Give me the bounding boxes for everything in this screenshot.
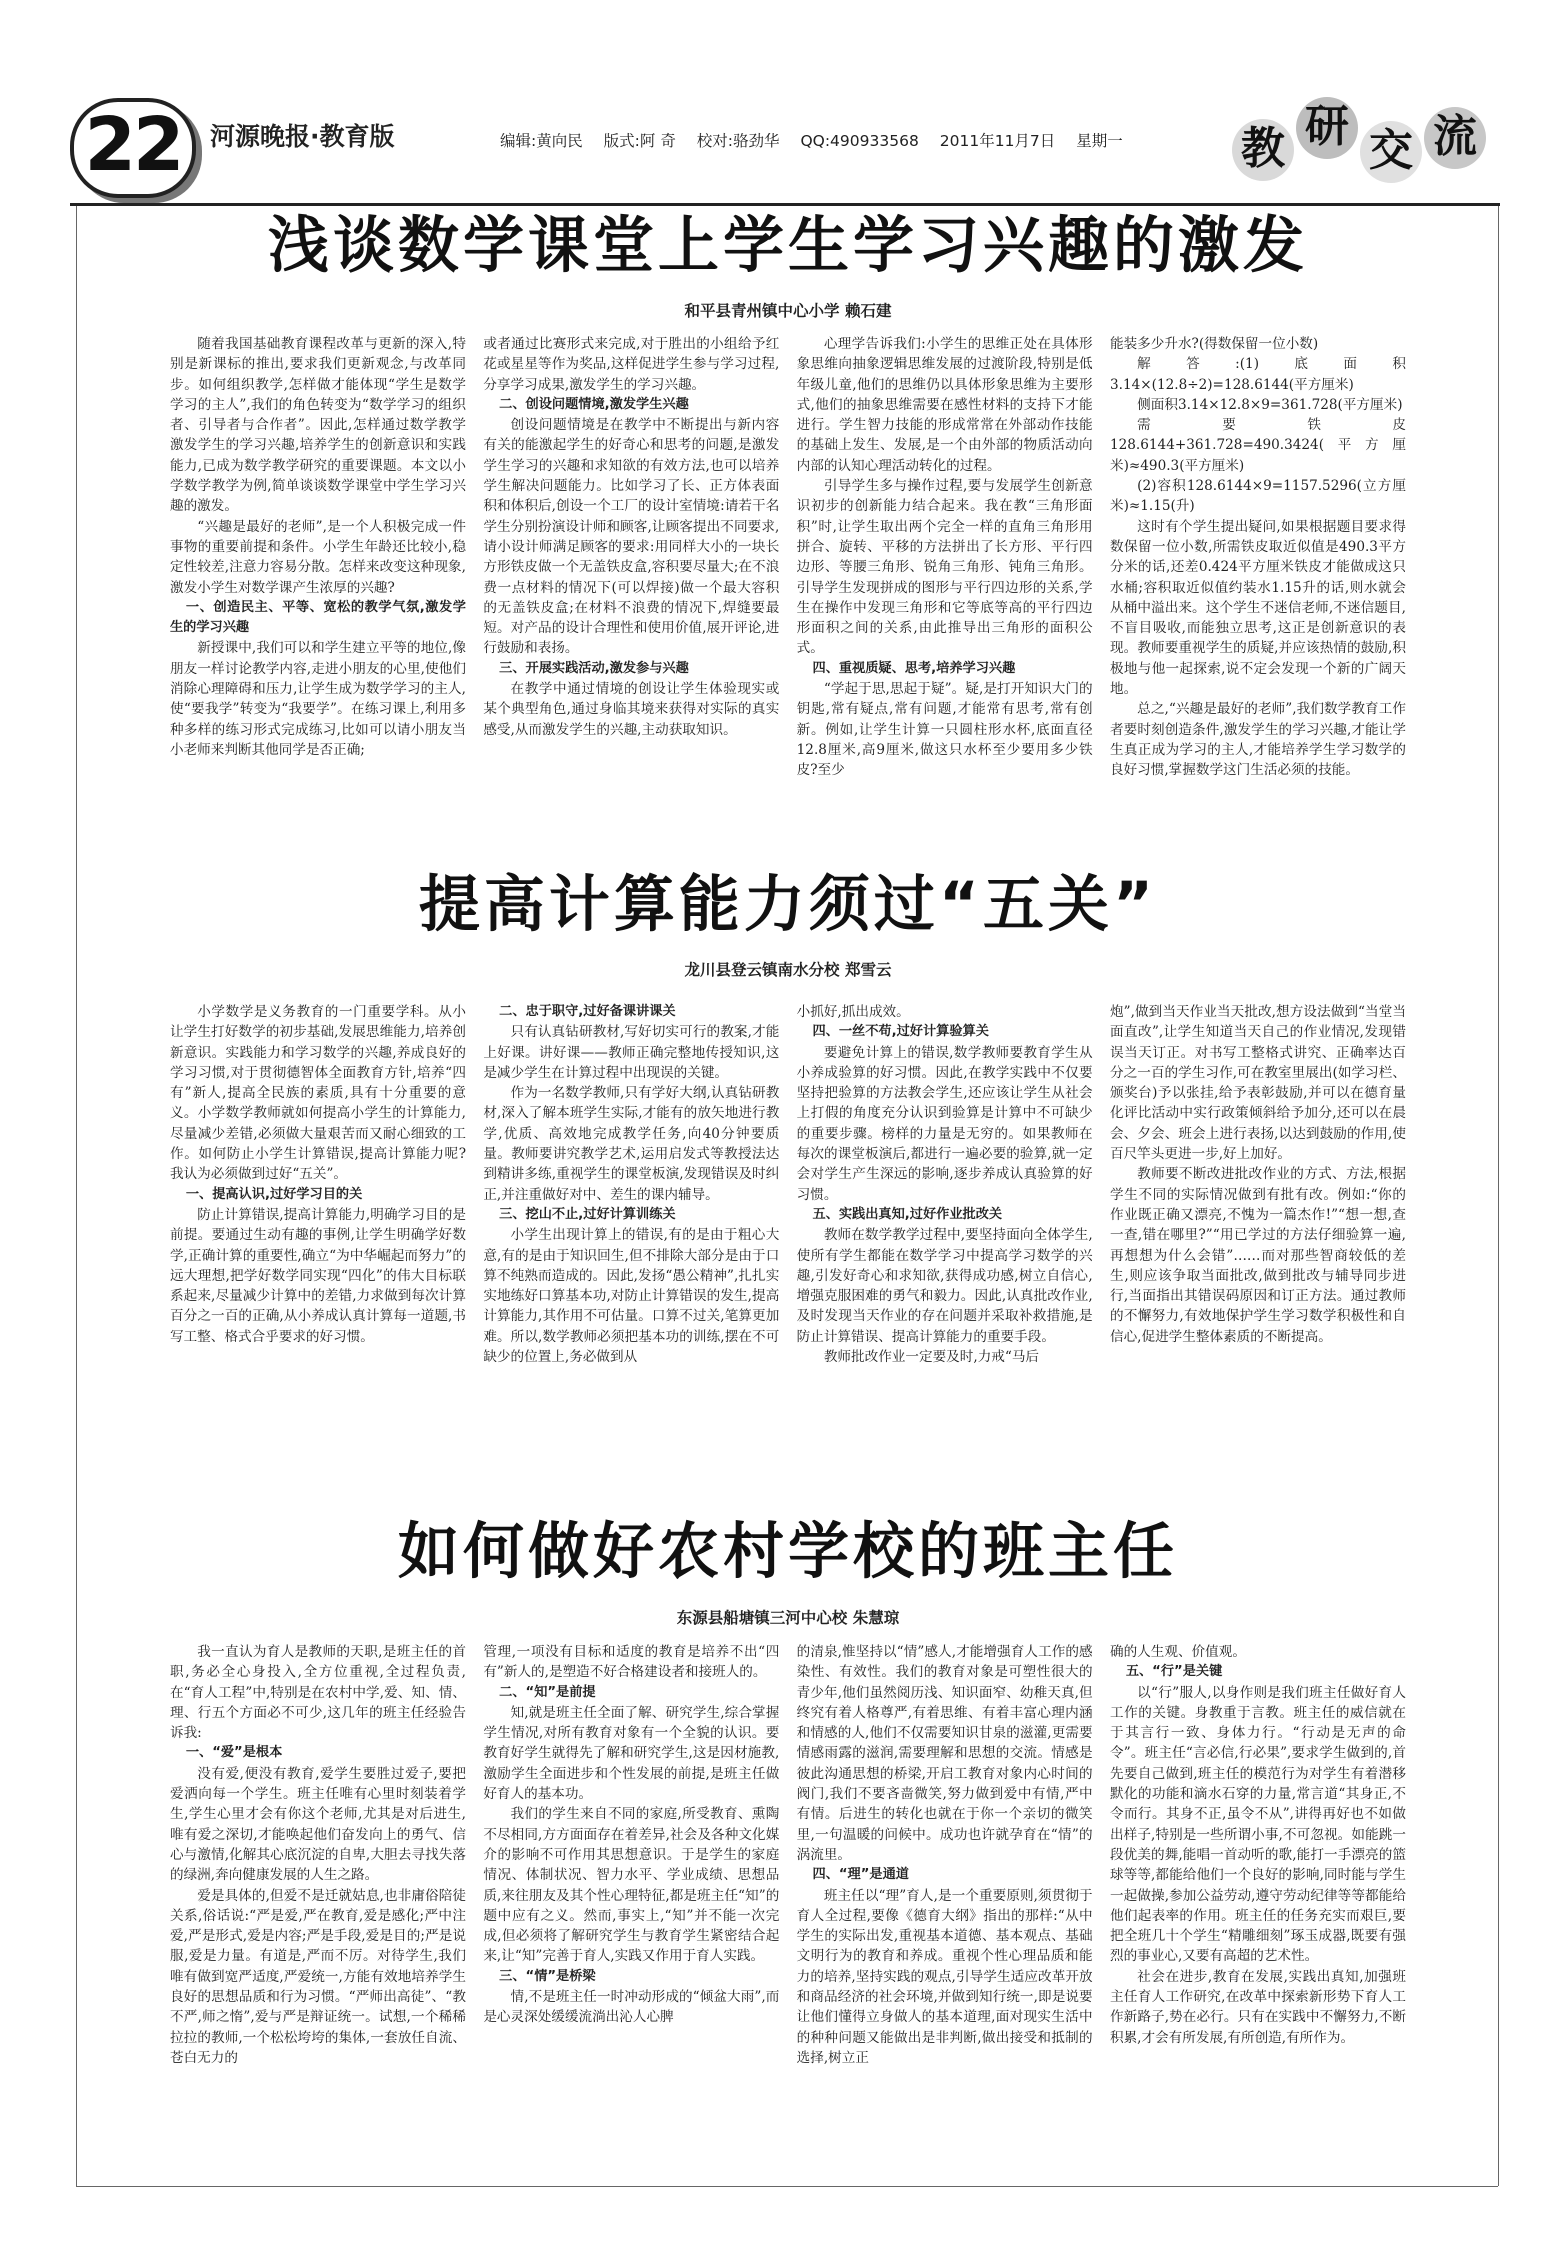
section-heading: 三、挖山不止,过好计算训练关 — [499, 1206, 676, 1222]
paragraph: 的清泉,惟坚持以“情”感人,才能增强育人工作的感染性、有效性。我们的教育对象是可塑性很大的青少年,他们虽然阅历浅、知识面窄、幼稚天真,但终究有着人格尊严,有着思维、有着丰富心理内涵和情感的人,他们不仅需要知识甘泉的滋灌,更需要情感雨露的滋润,需要理解和思想的交流。情感是彼此沟通思想的桥梁,开启工教育对象内心时间的阀门,我们不要吝啬微笑,努力做到爱中有情,严中有情。后进生的转化也就在于你一个亲切的微笑里,一句温暖的问候中。成功也许就孕育在“情”的涡流里。 — [796, 1644, 1093, 1863]
article-byline: 龙川县登云镇南水分校 郑雪云 — [684, 961, 892, 979]
article-column — [170, 334, 466, 844]
paper-name: 河源晚报·教育版 — [210, 122, 395, 151]
section-heading: 三、开展实践活动,激发参与兴趣 — [499, 660, 689, 676]
paragraph: 需要铁皮128.6144+361.728=490.3424(平方厘米)≈490.3(平方厘米) — [1109, 417, 1406, 474]
paragraph: 作为一名数学教师,只有学好大纲,认真钻研教材,深入了解本班学生实际,才能有的放矢地进行教学,优质、高效地完成教学任务,向40分钟要质量。教师要讲究教学艺术,运用启发式等教授法达到精讲多练,重视学生的课堂板演,发现错误及时纠正,并注重做好对中、差生的课内辅导。 — [483, 1085, 780, 1203]
paragraph: 或者通过比赛形式来完成,对于胜出的小组给予红花或星星等作为奖品,这样促进学生参与学习过程,分享学习成果,激发学生的学习兴趣。 — [483, 336, 780, 393]
paragraph: 只有认真钻研教材,写好切实可行的教案,才能上好课。讲好课——教师正确完整地传授知识,这是减少学生在计算过程中出现误的关键。 — [483, 1024, 780, 1081]
article-column — [483, 1642, 779, 2180]
column-title-char: 教 — [1232, 119, 1294, 181]
paragraph: 教师批改作业一定要及时,力戒“马后 — [823, 1349, 1040, 1366]
column-title-char: 交 — [1360, 121, 1422, 183]
paragraph: 爱是具体的,但爱不是迁就姑息,也非庸俗陪徒关系,俗话说:“严是爱,严在教育,爱是感化;严中注爱,严是形式,爱是内容;严是手段,爱是目的;严是说服,爱是力量。有道是,严而不厉。对待学生,我们唯有做到宽严适度,严爱统一,方能有效地培养学生良好的思想品质和行为习惯。“严师出高徒”、“教不严,师之惰”,爱与严是辩证统一。试想,一个稀稀拉拉的教师,一个松松垮垮的集体,一套放任自流、苍白无力的 — [170, 1887, 466, 2066]
section-heading: 二、忠于职守,过好备课讲课关 — [499, 1004, 676, 1019]
column-title-char: 研 — [1296, 97, 1358, 159]
section-heading: 五、“行”是关键 — [1125, 1664, 1223, 1680]
paragraph: 以“行”服人,以身作则是我们班主任做好育人工作的关键。身教重于言教。班主任的威信就在于其言行一致、身体力行。“行动是无声的命令”。班主任“言必信,行必果”,要求学生做到的,首先要自己做到,班主任的模范行为对学生有着潜移默化的功能和滴水石穿的力量,常言道“其身正,不令而行。其身不正,虽令不从”,讲得再好也不如做出样子,特别是一些所谓小事,不可忽视。如能跳一段优美的舞,能唱一首动听的歌,能打一手漂亮的篮球等等,都能给他们一个良好的影响,同时能与学生一起做操,参加公益劳动,遵守劳动纪律等等都能给他们起表率的作用。班主任的任务充实而艰巨,要把全班几十个学生“精雕细刻”琢玉成器,既要有强烈的事业心,又要有高超的艺术性。 — [1109, 1684, 1406, 1965]
paragraph: 解答:(1)底面积3.14×(12.8÷2)=128.6144(平方厘米) — [1109, 356, 1406, 393]
paragraph: 教师要不断改进批改作业的方式、方法,根据学生不同的实际情况做到有批有改。例如:“你的作业既正确又漂亮,不愧为一篇杰作!”“想一想,查一查,错在哪里?”“用已学过的方法仔细验算一遍,再想想为什么会错”……而对那些智商较低的差生,则应该争取当面批改,做到批改与辅导同步进行,当面指出其错误码原因和订正方法。通过教师的不懈努力,有效地保护学生学习数学积极性和自信心,促进学生整体素质的不断提高。 — [1109, 1166, 1406, 1345]
paragraph: 侧面积3.14×12.8×9=361.728(平方厘米) — [1137, 396, 1403, 413]
article-column — [1110, 1642, 1406, 2180]
paragraph: 班主任以“理”育人,是一个重要原则,须贯彻于育人全过程,要像《德育大纲》指出的那样:“从中学生的实际出发,重视基本道德、基本观点、基础文明行为的教育和养成。重视个性心理品质和能力的培养,坚持实践的观点,引导学生适应改革开放和商品经济的社会环境,并做到知行统一,即是说要让他们懂得立身做人的基本道理,面对现实生活中的种种问题又能做出是非判断,做出接受和抵制的选择,树立正 — [796, 1887, 1093, 2066]
paragraph: 小学生出现计算上的错误,有的是由于粗心大意,有的是由于知识回生,但不排除大部分是由于口算不纯熟而造成的。因此,发扬“愚公精神”,扎扎实实地练好口算基本功,对防止计算错误的发生,提高计算能力,其作用不可估量。口算不过关,笔算更加难。所以,数学教师必须把基本功的训练,摆在不可缺少的位置上,务必做到从 — [483, 1227, 780, 1366]
page-frame-left — [76, 206, 77, 2186]
page-frame-right — [1498, 206, 1499, 2186]
article-column — [483, 1002, 779, 1502]
section-heading: 二、“知”是前提 — [499, 1684, 596, 1700]
column-title — [1232, 93, 1502, 203]
section-heading: 三、“情”是桥梁 — [499, 1968, 596, 1984]
article-column — [1110, 1002, 1406, 1502]
paragraph: 确的人生观、价值观。 — [1109, 1644, 1246, 1660]
paragraph: 引导学生多与操作过程,要与发展学生创新意识初步的创新能力结合起来。我在教“三角形面积”时,让学生取出两个完全一样的直角三角形用拼合、旋转、平移的方法拼出了长方形、平行四边形、等腰三角形、锐角三角形、钝角三角形。引导学生发现拼成的图形与平行四边形的关系,学生在操作中发现三角形和它等底等高的平行四边形面积之间的关系,由此推导出三角形的面积公式。 — [796, 478, 1093, 657]
article-column — [1110, 334, 1406, 844]
paragraph: 能装多少升水?(得数保留一位小数) — [1109, 336, 1319, 352]
paragraph: 社会在进步,教育在发展,实践出真知,加强班主任育人工作研究,在改革中探索新形势下育人工作新路子,势在必行。只有在实践中不懈努力,不断积累,才会有所发展,有所创造,有所作为。 — [1109, 1968, 1406, 2046]
article-math-interest — [170, 206, 1406, 846]
article-title: 提高计算能力须过“五关” — [418, 869, 1158, 940]
paragraph: 创设问题情境是在教学中不断提出与新内容有关的能激起学生的好奇心和思考的问题,是激发学生学习的兴趣和求知欲的有效方法,也可以培养学生解决问题能力。比如学习了长、正方体表面积和体积后,创设一个工厂的设计室情境:请若干名学生分别扮演设计师和顾客,让顾客提出不同要求,请小设计师满足顾客的要求:用同样大小的一块长方形铁皮做一个无盖铁皮盒,容积要尽量大;在不浪费一点材料的情况下(可以焊接)做一个最大容积的无盖铁皮盒;在材料不浪费的情况下,焊缝要最短。对产品的设计合理性和使用价值,展开评论,进行鼓励和表扬。 — [483, 417, 780, 657]
paragraph: “学起于思,思起于疑”。疑,是打开知识大门的钥匙,常有疑点,常有问题,才能常有思考,常有创新。例如,让学生计算一只圆柱形水杯,底面直径12.8厘米,高9厘米,做这只水杯至少要用多少铁皮?至少 — [796, 681, 1093, 779]
article-column — [483, 334, 779, 844]
paragraph: 小抓好,抓出成效。 — [796, 1004, 910, 1020]
article-column — [170, 1002, 466, 1502]
paragraph: 没有爱,便没有教育,爱学生要胜过爱子,要把爱洒向每一个学生。班主任唯有心里时刻装着学生,学生心里才会有你这个老师,尤其是对后进生,唯有爱之深切,才能唤起他们奋发向上的勇气、信心与激情,化解其心底沉淀的自卑,大胆去寻找失落的绿洲,奔向健康发展的人生之路。 — [170, 1765, 466, 1884]
article-column — [797, 1642, 1093, 2180]
paragraph: 新授课中,我们可以和学生建立平等的地位,像朋友一样讨论教学内容,走进小朋友的心里,使他们消除心理障碍和压力,让学生成为数学学习的主人,使“要我学”转变为“我要学”。在练习课上,利用多种多样的练习形式完成练习,比如可以请小朋友当小老师来判断其他同学是否正确; — [170, 640, 466, 758]
article-column — [797, 334, 1093, 844]
article-byline: 东源县船塘镇三河中心校 朱慧琼 — [676, 1609, 900, 1627]
qq-contact: QQ:490933568 — [800, 132, 919, 150]
paragraph: 小学数学是义务教育的一门重要学科。从小让学生打好数学的初步基础,发展思维能力,培养创新意识。实践能力和学习数学的兴趣,养成良好的学习习惯,对于贯彻德智体全面教育方针,培养“四有”新人,提高全民族的素质,具有十分重要的意义。小学数学教师就如何提高小学生的计算能力,尽量减少差错,必须做大量艰苦而又耐心细致的工作。如何防止小学生计算错误,提高计算能力呢?我认为必须做到过好“五关”。 — [170, 1004, 466, 1183]
page-frame-bottom — [76, 2186, 1498, 2187]
paragraph: 总之,“兴趣是最好的老师”,我们数学教育工作者要时刻创造条件,激发学生的学习兴趣,才能让学生真正成为学习的主人,才能培养学生学习数学的良好习惯,掌握数学这门生活必须的技能。 — [1109, 701, 1406, 779]
section-heading: 四、一丝不苟,过好计算验算关 — [812, 1024, 989, 1040]
paragraph: 教师在数学教学过程中,要坚持面向全体学生,使所有学生都能在数学学习中提高学习数学的兴趣,引发好奇心和求知欲,获得成功感,树立自信心,增强克服困难的勇气和毅力。因此,认真批改作业,及时发现当天作业的存在问题并采取补救措施,是防止计算错误、提高计算能力的重要手段。 — [796, 1227, 1093, 1345]
article-calculation-skills — [170, 866, 1406, 1506]
paragraph: 管理,一项没有目标和适度的教育是培养不出“四有”新人的,是塑造不好合格建设者和接班人的。 — [483, 1644, 780, 1681]
article-rural-class-teacher — [170, 1512, 1406, 2182]
section-heading: 五、实践出真知,过好作业批改关 — [812, 1206, 1003, 1222]
section-heading: 一、创造民主、平等、宽松的教学气氛,激发学生的学习兴趣 — [170, 599, 466, 636]
paragraph: 随着我国基础教育课程改革与更新的深入,特别是新课标的推出,要求我们更新观念,与改革同步。如何组织教学,怎样做才能体现“学生是数学学习的主人”,我们的角色转变为“数学学习的组织者、引导者与合作者”。因此,怎样通过数学教学激发学生的学习兴趣,培养学生的创新意识和实践能力,已成为数学教学研究的重要课题。本文以小学数学教学为例,简单谈谈数学课堂中学生学习兴趣的激发。 — [170, 336, 466, 515]
paragraph: “兴趣是最好的老师”,是一个人积极完成一件事物的重要前提和条件。小学生年龄还比较小,稳定性较差,注意力容易分散。怎样来改变这种现象,激发小学生对数学课产生浓厚的兴趣? — [170, 518, 466, 596]
article-column — [170, 1642, 466, 2180]
editor-credit: 编辑:黄向民 — [500, 132, 583, 150]
paragraph: 这时有个学生提出疑问,如果根据题目要求得数保留一位小数,所需铁皮取近似值是490.3平方分米的话,还差0.424平方厘米铁皮才能做成这只水桶;容积取近似值约装水1.15升的话,则水就会从桶中溢出来。这个学生不迷信老师,不迷信题目,不盲目吸收,而能独立思考,这正是创新意识的表现。教师要重视学生的质疑,并应该热情的鼓励,积极地与他一起探索,说不定会发现一个新的广阔天地。 — [1109, 518, 1406, 698]
designer-credit: 版式:阿 奇 — [603, 132, 676, 150]
paragraph: 我一直认为育人是教师的天职,是班主任的首职,务必全心身投入,全方位重视,全过程负责,在“育人工程”中,特别是在农村中学,爱、知、情、理、行五个方面必不可少,这几年的班主任经验告诉我: — [170, 1644, 466, 1742]
paragraph: 防止计算错误,提高计算能力,明确学习目的是前提。要通过生动有趣的事例,让学生明确学好数学,正确计算的重要性,确立“为中华崛起而努力”的远大理想,把学好数学同实现“四化”的伟大目标联系起来,尽量减少计算中的差错,力求做到每次计算百分之一百的正确,从小养成认真计算每一道题,书写工整、格式合乎要求的好习惯。 — [170, 1206, 466, 1345]
paragraph: 情,不是班主任一时冲动形成的“倾盆大雨”,而是心灵深处缓缓流淌出沁人心脾 — [483, 1989, 780, 2026]
article-title: 浅谈数学课堂上学生学习兴趣的激发 — [267, 210, 1308, 281]
issue-date: 2011年11月7日 — [939, 132, 1056, 150]
proofreader-credit: 校对:骆劲华 — [696, 132, 780, 150]
masthead — [0, 0, 1568, 200]
paragraph: (2)容积128.6144×9=1157.5296(立方厘米)≈1.15(升) — [1109, 478, 1406, 515]
section-heading: 四、“理”是通道 — [812, 1867, 909, 1883]
column-title-char: 流 — [1424, 107, 1486, 169]
paragraph: 知,就是班主任全面了解、研究学生,综合掌握学生情况,对所有教育对象有一个全貌的认识。要教育好学生就得先了解和研究学生,这是因材施教,激励学生全面进步和个性发展的前提,是班主任做好育人的基本功。 — [483, 1704, 780, 1803]
article-byline: 和平县青州镇中心小学 赖石建 — [684, 302, 892, 320]
paragraph: 要避免计算上的错误,数学教师要教育学生从小养成验算的好习惯。因此,在教学实践中不仅要坚持把验算的方法教会学生,还应该让学生从社会上打假的角度充分认识到验算是计算中不可缺少的重要步骤。榜样的力量是无穷的。如果教师在每次的课堂板演后,都进行一遍必要的验算,就一定会对学生产生深远的影响,逐步养成认真验算的好习惯。 — [796, 1044, 1093, 1203]
section-heading: 二、创设问题情境,激发学生兴趣 — [499, 396, 689, 412]
section-heading: 一、“爱”是根本 — [185, 1745, 283, 1761]
paragraph: 炮”,做到当天作业当天批改,想方设法做到“当堂当面直改”,让学生知道当天自己的作业情况,发现错误当天订正。对书写工整格式讲究、正确率达百分之一百的学生习作,可在教室里展出(如学习栏、颁奖台)予以张挂,给予表彰鼓励,并可以在德育量化评比活动中实行政策倾斜给予加分,还可以在晨会、夕会、班会上进行表扬,以达到鼓励的作用,使百尺竿头更进一步,好上加好。 — [1109, 1004, 1406, 1163]
section-heading: 四、重视质疑、思考,培养学习兴趣 — [812, 660, 1016, 676]
page-number: 22 — [70, 98, 196, 198]
article-title: 如何做好农村学校的班主任 — [397, 1516, 1178, 1587]
paragraph: 在教学中通过情境的创设让学生体验现实或某个典型角色,通过身临其境来获得对实际的真实感受,从而激发学生的兴趣,主动获取知识。 — [483, 681, 780, 738]
header-info — [500, 129, 1139, 151]
paragraph: 我们的学生来自不同的家庭,所受教育、熏陶不尽相同,方方面面存在着差异,社会及各种文化媒介的影响不可作用其思想意识。于是学生的家庭情况、体制状况、智力水平、学业成绩、思想品质,来往朋友及其个性心理特征,都是班主任“知”的题中应有之义。然而,事实上,“知”并不能一次完成,但必须将了解研究学生与教育学生紧密结合起来,让“知”完善于育人,实践又作用于育人实践。 — [483, 1806, 780, 1965]
section-heading: 一、提高认识,过好学习目的关 — [185, 1186, 363, 1202]
paragraph: 心理学告诉我们:小学生的思维正处在具体形象思维向抽象逻辑思维发展的过渡阶段,特别是低年级儿童,他们的思维仍以具体形象思维为主要形式,他们的抽象思维需要在感性材料的支持下才能进行。学生智力技能的形成常常在外部动作技能的基础上发生、发展,是一个由外部的物质活动向内部的认知心理活动转化的过程。 — [796, 336, 1093, 474]
article-column — [797, 1002, 1093, 1502]
issue-weekday: 星期一 — [1076, 132, 1123, 150]
